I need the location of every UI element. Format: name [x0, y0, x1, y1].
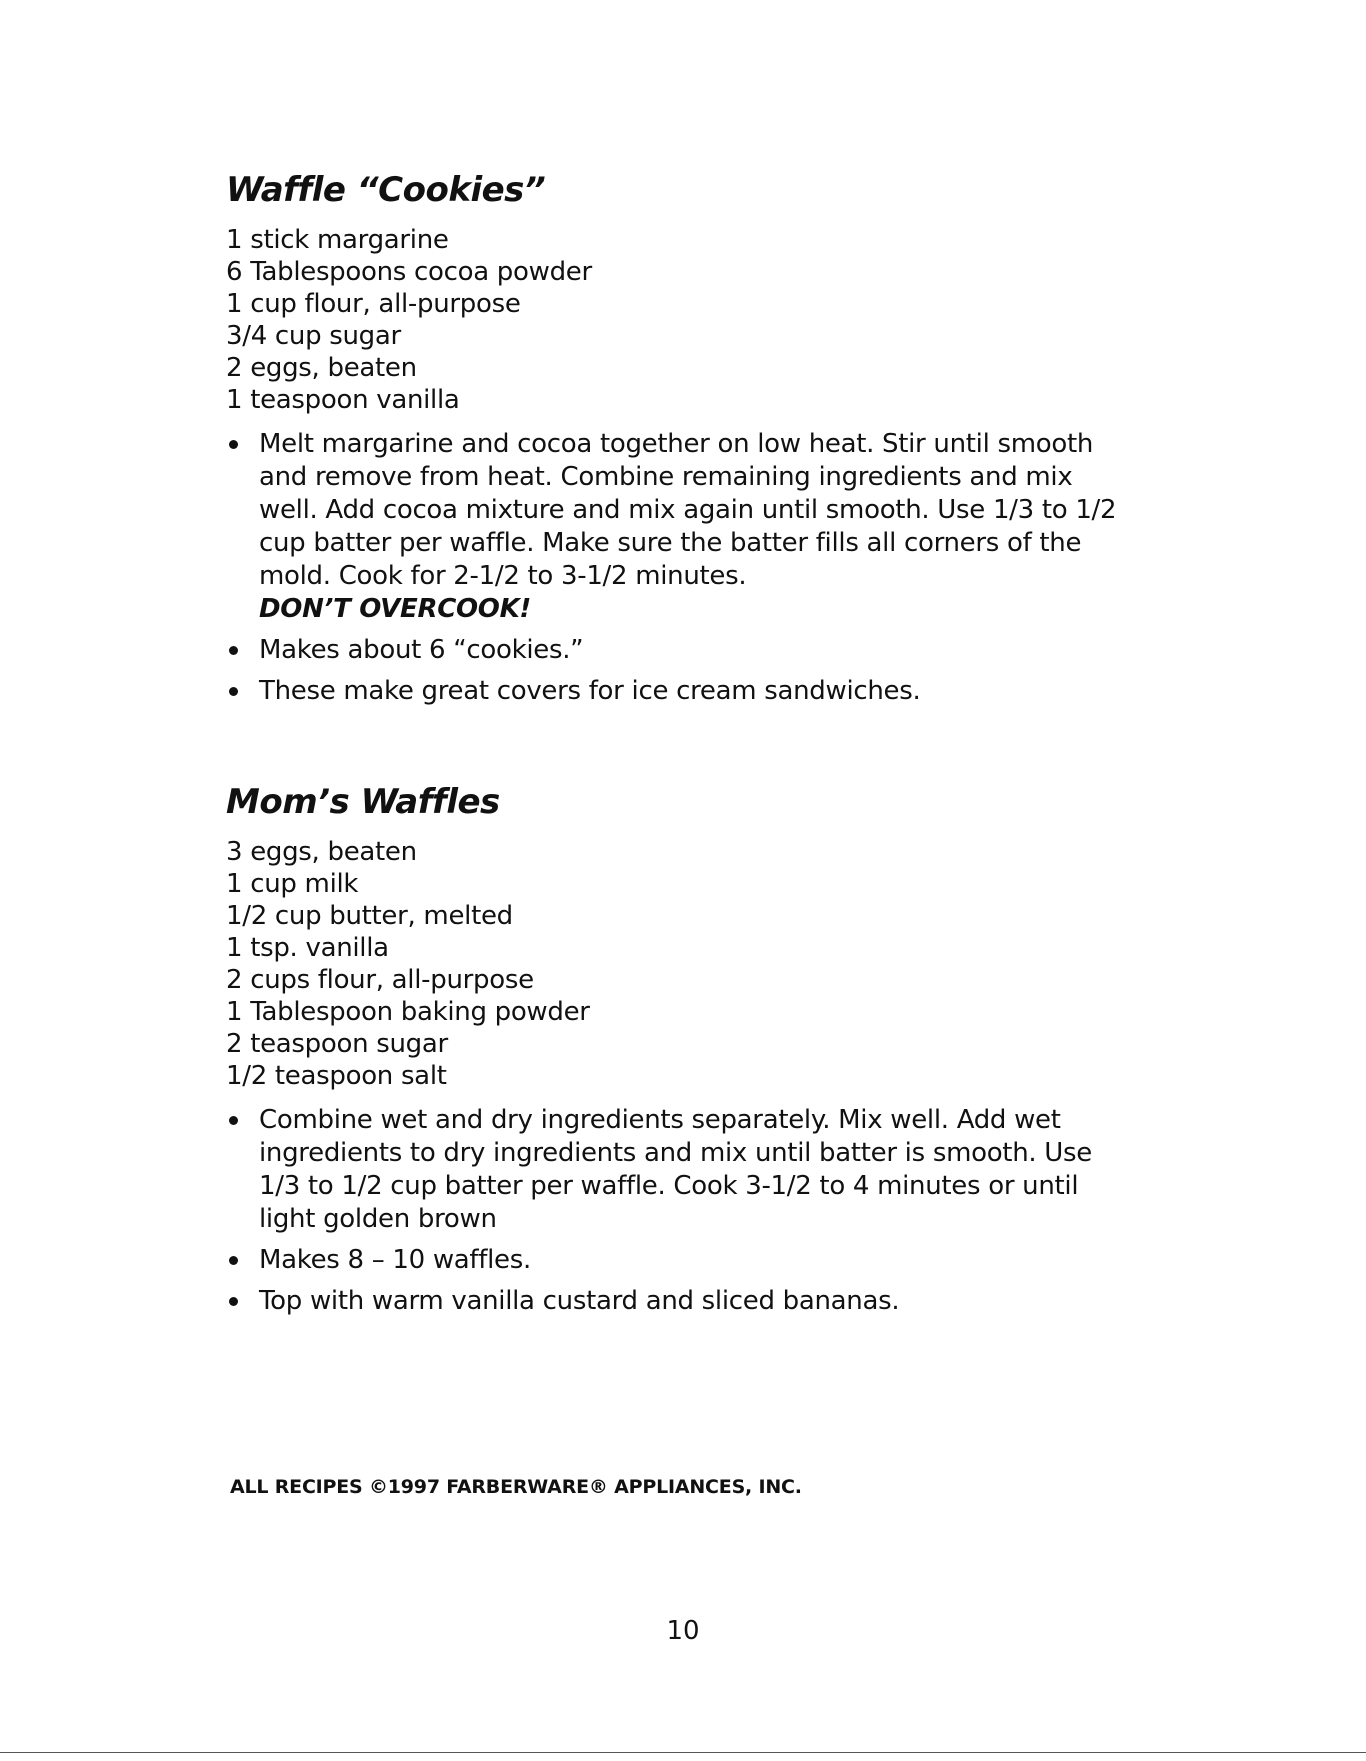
ingredient-item: 1/2 teaspoon salt — [226, 1061, 447, 1091]
bullet-icon — [229, 646, 238, 655]
bullet-icon — [229, 1256, 238, 1265]
bottom-rule — [0, 1752, 1366, 1753]
instruction-text: Combine wet and dry ingredients separately. Mix well. Add wet ingredients to dry ingredients and mix until batter is smooth. Use 1/3 to 1/2 cup batter per waffle. Cook 3-1/2 to 4 minutes or until light golden brown — [259, 1105, 1092, 1234]
instruction-text: These make great covers for ice cream sandwiches. — [259, 676, 921, 706]
ingredient-item: 2 cups flour, all-purpose — [226, 965, 534, 995]
recipe-moms-waffles — [226, 780, 1126, 1326]
ingredient-item: 1/2 cup butter, melted — [226, 901, 513, 931]
recipe-title: Mom’s Waffles — [226, 782, 500, 822]
ingredient-list — [226, 836, 1126, 1092]
instruction-text: Top with warm vanilla custard and sliced bananas. — [259, 1286, 900, 1316]
copyright-notice: ALL RECIPES ©1997 FARBERWARE® APPLIANCES, INC. — [230, 1476, 802, 1498]
ingredient-item: 1 Tablespoon baking powder — [226, 997, 590, 1027]
ingredient-item: 6 Tablespoons cocoa powder — [226, 257, 592, 287]
instruction-list — [226, 1104, 1126, 1318]
instruction-item — [226, 1104, 1126, 1236]
ingredient-item: 3 eggs, beaten — [226, 837, 417, 867]
ingredient-item: 2 teaspoon sugar — [226, 1029, 448, 1059]
instruction-item — [226, 1285, 1126, 1318]
warning-text: DON’T OVERCOOK! — [259, 594, 531, 624]
ingredient-item: 2 eggs, beaten — [226, 353, 417, 383]
instruction-list — [226, 428, 1126, 708]
ingredient-item: 1 cup milk — [226, 869, 359, 899]
instruction-item — [226, 634, 1126, 667]
bullet-icon — [229, 440, 238, 449]
page-number: 10 — [666, 1616, 700, 1646]
instruction-item — [226, 428, 1126, 626]
ingredient-item: 1 stick margarine — [226, 225, 449, 255]
instruction-text: Makes about 6 “cookies.” — [259, 635, 584, 665]
bullet-icon — [229, 687, 238, 696]
ingredient-list — [226, 224, 1126, 416]
bullet-icon — [229, 1297, 238, 1306]
recipe-title: Waffle “Cookies” — [226, 170, 546, 210]
recipe-waffle-cookies — [226, 168, 1126, 716]
instruction-item — [226, 1244, 1126, 1277]
ingredient-item: 1 cup flour, all-purpose — [226, 289, 521, 319]
instruction-text: Melt margarine and cocoa together on low heat. Stir until smooth and remove from heat. Combine remaining ingredients and mix well. Add cocoa mixture and mix again until smooth. Use 1/3 to 1/2 cup batter per waffle. Make sure the batter fills all corners of the mold. Cook for 2-1/2 to 3-1/2 minutes. — [259, 429, 1117, 591]
ingredient-item: 3/4 cup sugar — [226, 321, 401, 351]
bullet-icon — [229, 1116, 238, 1125]
ingredient-item: 1 teaspoon vanilla — [226, 385, 460, 415]
instruction-item — [226, 675, 1126, 708]
instruction-text: Makes 8 – 10 waffles. — [259, 1245, 531, 1275]
ingredient-item: 1 tsp. vanilla — [226, 933, 389, 963]
